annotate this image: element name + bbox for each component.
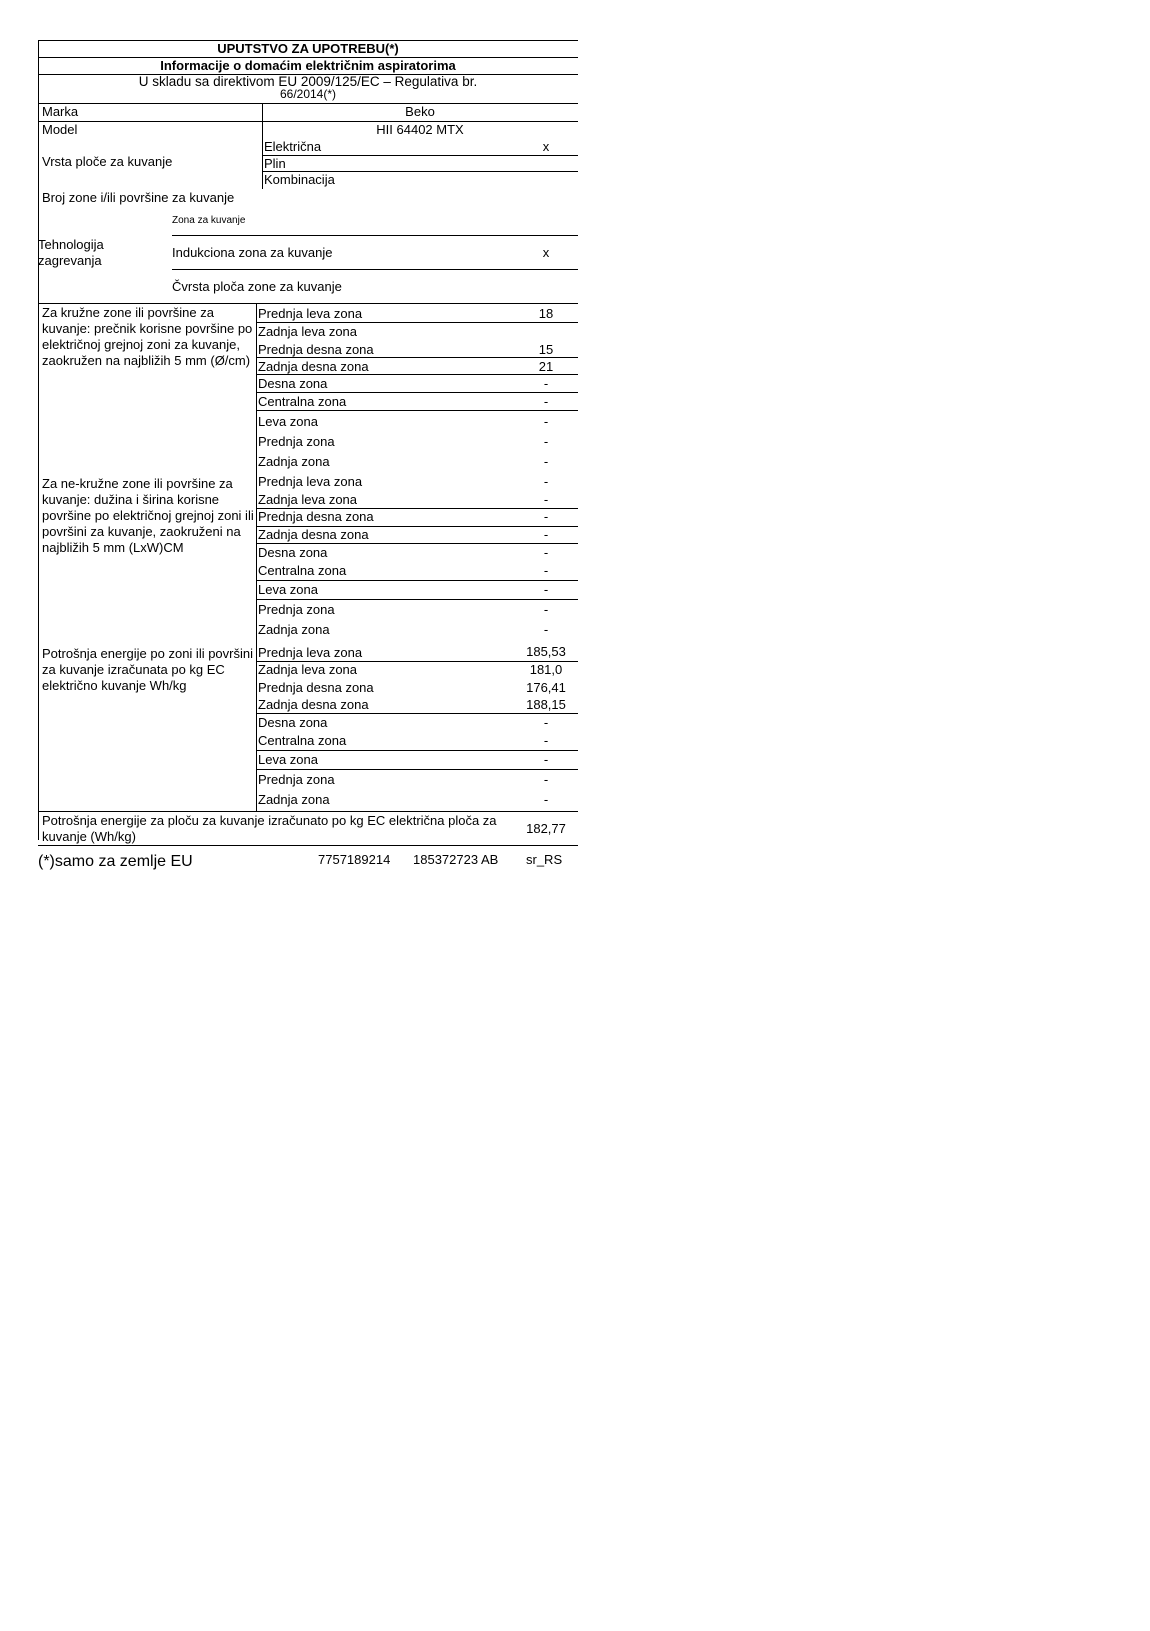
hob-type-label: Vrsta ploče za kuvanje bbox=[42, 154, 173, 169]
zone-name: Desna zona bbox=[258, 715, 328, 730]
footer-code-2: 185372723 AB bbox=[413, 852, 499, 867]
rule bbox=[256, 750, 578, 751]
zone-name: Centralna zona bbox=[258, 394, 347, 409]
zone-value: 21 bbox=[538, 359, 554, 374]
rule bbox=[256, 410, 578, 411]
zone-value: - bbox=[543, 414, 549, 429]
zone-value: - bbox=[543, 622, 549, 637]
zone-value: 188,15 bbox=[526, 697, 566, 712]
rule bbox=[256, 599, 578, 600]
rule bbox=[256, 374, 578, 375]
rule bbox=[38, 303, 578, 304]
zone-name: Prednja leva zona bbox=[258, 474, 363, 489]
zone-value: - bbox=[543, 545, 549, 560]
heating-tech-option: Čvrsta ploča zone za kuvanje bbox=[172, 279, 342, 294]
zone-value: 18 bbox=[538, 306, 554, 321]
total-energy-label: Potrošnja energije za ploču za kuvanje izračunato po kg EC električna ploča za kuvanje (Wh/kg) bbox=[42, 813, 497, 844]
zone-value: - bbox=[543, 394, 549, 409]
directive-line-1: U skladu sa direktivom EU 2009/125/EC – Regulativa br. bbox=[138, 74, 478, 89]
zone-name: Zadnja desna zona bbox=[258, 697, 369, 712]
zone-value: 15 bbox=[538, 342, 554, 357]
rule bbox=[38, 811, 578, 812]
hob-type-option: Električna bbox=[264, 139, 322, 154]
total-energy-value: 182,77 bbox=[526, 821, 566, 836]
hob-type-option: Kombinacija bbox=[264, 172, 335, 187]
rule bbox=[256, 769, 578, 770]
rule bbox=[256, 543, 578, 544]
zone-value: - bbox=[543, 602, 549, 617]
zone-name: Leva zona bbox=[258, 582, 318, 597]
zone-name: Prednja zona bbox=[258, 602, 335, 617]
zone-name: Prednja desna zona bbox=[258, 680, 374, 695]
zone-name: Prednja zona bbox=[258, 772, 335, 787]
hob-type-mark: x bbox=[542, 139, 550, 154]
rule bbox=[256, 322, 578, 323]
zone-name: Zadnja zona bbox=[258, 792, 330, 807]
zone-value: 181,0 bbox=[529, 662, 563, 677]
heating-tech-label-2: zagrevanja bbox=[38, 253, 102, 268]
zone-name: Prednja zona bbox=[258, 434, 335, 449]
zone-name: Zadnja zona bbox=[258, 622, 330, 637]
rule bbox=[172, 269, 578, 270]
zone-name: Prednja leva zona bbox=[258, 306, 363, 321]
zones-count-sublabel: Zona za kuvanje bbox=[172, 215, 246, 226]
zone-value: - bbox=[543, 582, 549, 597]
zones-count-label: Broj zone i/ili površine za kuvanje bbox=[42, 190, 235, 205]
zone-value: - bbox=[543, 509, 549, 524]
zone-value: - bbox=[543, 715, 549, 730]
zone-name: Zadnja zona bbox=[258, 454, 330, 469]
rule bbox=[256, 713, 578, 714]
footer-locale: sr_RS bbox=[526, 852, 563, 867]
zone-value: - bbox=[543, 772, 549, 787]
column-divider bbox=[256, 303, 257, 811]
zone-value: - bbox=[543, 527, 549, 542]
directive-line-2: 66/2014(*) bbox=[279, 87, 337, 101]
model-label: Model bbox=[42, 122, 78, 137]
rule bbox=[38, 845, 578, 846]
zone-value: - bbox=[543, 454, 549, 469]
energy-per-zone-label: Potrošnja energije po zoni ili površini za kuvanje izračunata po kg EC električno kuvanje Wh/kg bbox=[42, 646, 254, 693]
circular-zones-label: Za kružne zone ili površine za kuvanje: prečnik korisne površine po električnoj grejnoj zoni za kuvanje, zaokružen na najbližih 5 mm (Ø/cm) bbox=[42, 305, 253, 368]
zone-name: Leva zona bbox=[258, 752, 318, 767]
zone-value: - bbox=[543, 474, 549, 489]
zone-name: Prednja leva zona bbox=[258, 645, 363, 660]
zone-value: - bbox=[543, 376, 549, 391]
zone-value: - bbox=[543, 792, 549, 807]
zone-name: Zadnja leva zona bbox=[258, 492, 358, 507]
zone-value: - bbox=[543, 563, 549, 578]
zone-name: Desna zona bbox=[258, 545, 328, 560]
hob-type-option: Plin bbox=[264, 156, 286, 171]
zone-value: - bbox=[543, 434, 549, 449]
heating-tech-mark: x bbox=[542, 245, 550, 260]
zone-value: - bbox=[543, 492, 549, 507]
zone-name: Prednja desna zona bbox=[258, 342, 374, 357]
table-left-border bbox=[38, 40, 39, 840]
zone-name: Leva zona bbox=[258, 414, 318, 429]
zone-name: Zadnja desna zona bbox=[258, 527, 369, 542]
model-value: HII 64402 MTX bbox=[376, 122, 464, 137]
footer-code-1: 7757189214 bbox=[318, 852, 391, 867]
rule bbox=[256, 580, 578, 581]
zone-value: - bbox=[543, 752, 549, 767]
noncircular-zones-label: Za ne-kružne zone ili površine za kuvanje: dužina i širina korisne površine po električnoj grejnoj zoni ili površini za kuvanje, zaokruženi na najbližih 5 mm (LxW)CM bbox=[42, 476, 254, 555]
zone-name: Zadnja leva zona bbox=[258, 662, 358, 677]
zone-value: 185,53 bbox=[526, 644, 566, 659]
brand-label: Marka bbox=[42, 104, 79, 119]
rule bbox=[256, 392, 578, 393]
heating-tech-option: Indukciona zona za kuvanje bbox=[172, 245, 333, 260]
zone-name: Centralna zona bbox=[258, 733, 347, 748]
column-divider bbox=[262, 103, 263, 121]
rule bbox=[256, 357, 578, 358]
heating-tech-label-1: Tehnologija bbox=[38, 237, 104, 252]
brand-value: Beko bbox=[405, 104, 435, 119]
zone-name: Zadnja leva zona bbox=[258, 324, 358, 339]
rule bbox=[262, 155, 578, 156]
document-title: UPUTSTVO ZA UPOTREBU(*) bbox=[217, 41, 399, 56]
document-subtitle: Informacije o domaćim električnim aspiratorima bbox=[160, 58, 456, 73]
zone-value: - bbox=[543, 733, 549, 748]
zone-name: Prednja desna zona bbox=[258, 509, 374, 524]
zone-name: Desna zona bbox=[258, 376, 328, 391]
footer-note: (*)samo za zemlje EU bbox=[38, 853, 193, 870]
rule bbox=[172, 235, 578, 236]
zone-name: Centralna zona bbox=[258, 563, 347, 578]
zone-value: 176,41 bbox=[526, 680, 566, 695]
zone-name: Zadnja desna zona bbox=[258, 359, 369, 374]
